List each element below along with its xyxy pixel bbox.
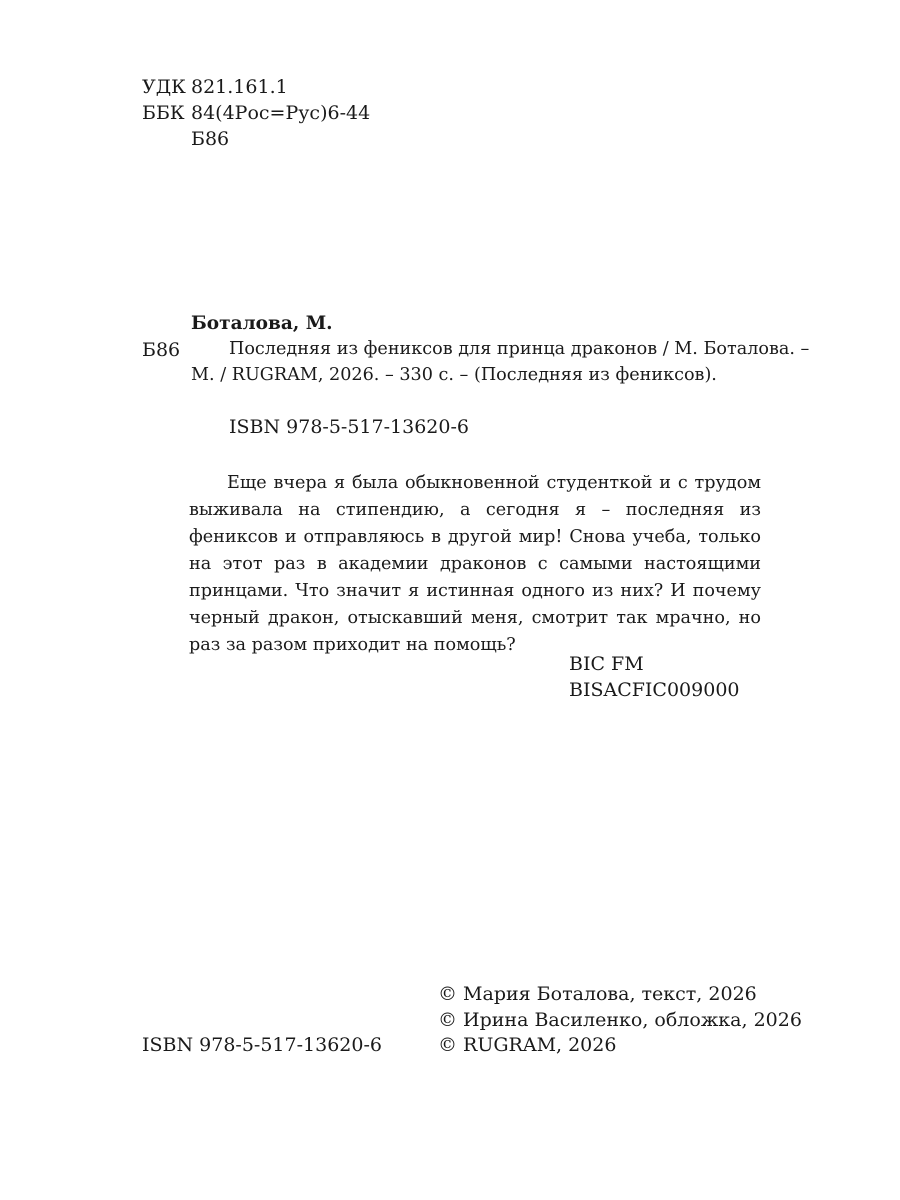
bisac-code: BISACFIC009000 [569,679,740,701]
copyright-publisher: © RUGRAM, 2026 [438,1034,617,1056]
footer-isbn: ISBN 978-5-517-13620-6 [142,1034,382,1056]
author-heading: Боталова, М. [191,313,333,334]
description-line-1: Последняя из фениксов для принца драконов / М. Боталова. – [229,339,810,359]
author-mark: Б86 [191,128,230,150]
bbk-value: 84(4Рос=Рус)6-44 [191,102,371,124]
copyright-cover: © Ирина Василенко, обложка, 2026 [438,1009,802,1031]
entry-author-mark: Б86 [142,339,181,361]
udk-value: 821.161.1 [191,76,288,98]
description-line-2: М. / RUGRAM, 2026. – 330 с. – (Последняя из фениксов). [191,365,717,385]
annotation-paragraph: Еще вчера я была обыкновенной студенткой и с трудом выживала на стипендию, а сегодня я – последняя из фениксов и отправляюсь в другой мир! Снова учеба, только на этот раз в академии драконов с самыми настоящими принцами. Что значит я истинная одного из них? И почему черный дракон, отыскавший меня, смотрит так мрачно, но раз за разом приходит на помощь? [189,473,761,655]
bic-code: BIC FM [569,653,644,675]
entry-isbn: ISBN 978-5-517-13620-6 [229,416,469,438]
udk-label: УДК [142,76,186,98]
copyright-text: © Мария Боталова, текст, 2026 [438,983,757,1005]
bbk-label: ББК [142,102,185,124]
